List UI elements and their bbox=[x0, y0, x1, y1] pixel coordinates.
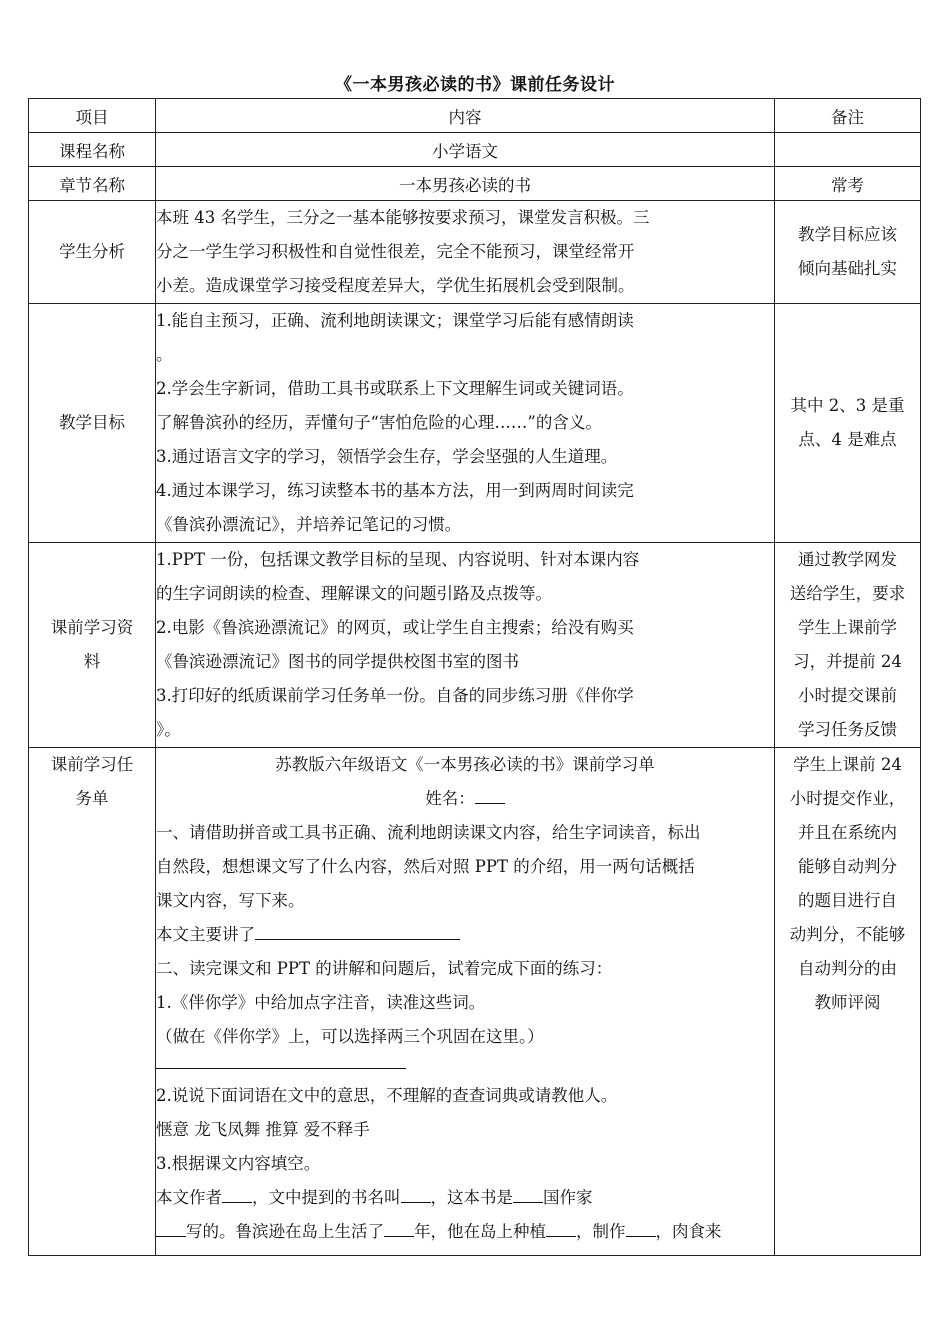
materials-note-line: 小时提交课前 bbox=[798, 686, 897, 705]
tasks-note-line: 动判分，不能够 bbox=[789, 925, 906, 944]
materials-note-line: 通过教学网发 bbox=[798, 550, 897, 569]
task-design-table bbox=[28, 98, 921, 1256]
tasks-note-line: 教师评阅 bbox=[814, 993, 881, 1012]
chapter-label: 章节名称 bbox=[29, 167, 156, 201]
course-row bbox=[29, 133, 921, 167]
header-note: 备注 bbox=[775, 99, 921, 133]
fill-text: ，文中提到的书名叫 bbox=[252, 1188, 401, 1207]
tasks-note-line: 自动判分的由 bbox=[798, 959, 897, 978]
goals-line: 了解鲁滨孙的经历，弄懂句子“害怕危险的心理……”的含义。 bbox=[156, 413, 602, 432]
fill-text: 国作家 bbox=[543, 1188, 593, 1207]
tasks-label-line: 课前学习任 bbox=[50, 755, 134, 774]
header-content: 内容 bbox=[156, 99, 775, 133]
goals-content bbox=[156, 304, 775, 543]
sheet-title: 苏教版六年级语文《一本男孩必读的书》课前学习单 bbox=[275, 755, 655, 774]
q2-2-words: 惬意 龙飞凤舞 推算 爱不释手 bbox=[156, 1120, 370, 1139]
materials-line: 2.电影《鲁滨逊漂流记》的网页，或让学生自主搜索；给没有购买 bbox=[156, 618, 634, 637]
fill-text: ，肉食来 bbox=[655, 1222, 722, 1241]
goals-note-line: 点、4 是难点 bbox=[798, 430, 897, 449]
header-item: 项目 bbox=[29, 99, 156, 133]
materials-note-line: 习，并提前 24 bbox=[793, 652, 902, 671]
fill-text: ，制作 bbox=[576, 1222, 626, 1241]
q1-answer bbox=[156, 918, 774, 952]
students-row bbox=[29, 201, 921, 304]
fill-blank bbox=[513, 1186, 543, 1204]
students-line: 本班 43 名学生，三分之一基本能够按要求预习，课堂发言积极。三 bbox=[156, 208, 650, 227]
materials-label-line: 料 bbox=[83, 652, 101, 671]
materials-line: 1.PPT 一份，包括课文教学目标的呈现、内容说明、针对本课内容 bbox=[156, 550, 640, 569]
q1-line: 一、请借助拼音或工具书正确、流利地朗读课文内容，给生字词读音，标出 bbox=[156, 823, 701, 842]
fill-text: 本文作者 bbox=[156, 1188, 222, 1207]
tasks-note bbox=[775, 748, 921, 1256]
q2-2: 2.说说下面词语在文中的意思，不理解的查查词典或请教他人。 bbox=[156, 1086, 618, 1105]
header-row bbox=[29, 99, 921, 133]
q2-3: 3.根据课文内容填空。 bbox=[156, 1154, 321, 1173]
fill-text: 写的。鲁滨逊在岛上生活了 bbox=[186, 1222, 384, 1241]
goals-line: 2.学会生字新词，借助工具书或联系上下文理解生词或关键词语。 bbox=[156, 379, 634, 398]
tasks-note-line: 的题目进行自 bbox=[798, 891, 897, 910]
tasks-note-line: 并且在系统内 bbox=[798, 823, 897, 842]
page-title: 《一本男孩必读的书》课前任务设计 bbox=[335, 75, 615, 95]
fill-line-1 bbox=[156, 1181, 774, 1215]
goals-line: 3.通过语言文字的学习，领悟学会生存，学会坚强的人生道理。 bbox=[156, 447, 618, 466]
students-note-line: 教学目标应该 bbox=[798, 225, 897, 244]
tasks-row bbox=[29, 748, 921, 1256]
materials-row bbox=[29, 543, 921, 748]
students-line: 小差。造成课堂学习接受程度差异大，学优生拓展机会受到限制。 bbox=[156, 276, 635, 295]
goals-note-line: 其中 2、3 是重 bbox=[790, 396, 905, 415]
fill-blank bbox=[401, 1186, 431, 1204]
name-label: 姓名： bbox=[425, 789, 475, 808]
materials-content bbox=[156, 543, 775, 748]
q1-answer-blank bbox=[255, 923, 460, 941]
tasks-note-line: 能够自动判分 bbox=[798, 857, 897, 876]
goals-line: 4.通过本课学习，练习读整本书的基本方法，用一到两周时间读完 bbox=[156, 481, 634, 500]
materials-note-line: 学生上课前学 bbox=[798, 618, 897, 637]
q2-1: 1.《伴你学》中给加点字注音，读准这些词。 bbox=[156, 993, 486, 1012]
fill-text: 年，他在岛上种植 bbox=[414, 1222, 546, 1241]
goals-label: 教学目标 bbox=[29, 304, 156, 543]
tasks-note-line: 小时提交作业， bbox=[789, 789, 906, 808]
goals-line: 《鲁滨孙漂流记》，并培养记笔记的习惯。 bbox=[156, 515, 462, 534]
course-note bbox=[775, 133, 921, 167]
goals-line: 1.能自主预习，正确、流利地朗读课文；课堂学习后能有感情朗读 bbox=[156, 311, 634, 330]
students-content bbox=[156, 201, 775, 304]
goals-line: 。 bbox=[156, 345, 173, 364]
students-label: 学生分析 bbox=[29, 201, 156, 304]
q1-line: 课文内容，写下来。 bbox=[156, 891, 305, 910]
goals-row bbox=[29, 304, 921, 543]
q2-1-answer-rule bbox=[156, 1068, 406, 1069]
fill-text: ，这本书是 bbox=[430, 1188, 513, 1207]
materials-line: 》。 bbox=[156, 720, 181, 739]
chapter-note: 常考 bbox=[775, 167, 921, 201]
students-note bbox=[775, 201, 921, 304]
course-label: 课程名称 bbox=[29, 133, 156, 167]
fill-line-2 bbox=[156, 1215, 774, 1249]
fill-blank bbox=[546, 1220, 576, 1238]
tasks-label-line: 务单 bbox=[75, 789, 109, 808]
chapter-value: 一本男孩必读的书 bbox=[156, 167, 775, 201]
fill-blank bbox=[384, 1220, 414, 1238]
tasks-note-line: 学生上课前 24 bbox=[793, 755, 902, 774]
tasks-content bbox=[156, 748, 775, 1256]
tasks-label bbox=[29, 748, 156, 1256]
fill-blank bbox=[222, 1186, 252, 1204]
q1-line: 自然段，想想课文写了什么内容，然后对照 PPT 的介绍，用一两句话概括 bbox=[156, 857, 695, 876]
materials-label-line: 课前学习资 bbox=[50, 618, 134, 637]
students-line: 分之一学生学习积极性和自觉性很差，完全不能预习，课堂经常开 bbox=[156, 242, 635, 261]
students-note-line: 倾向基础扎实 bbox=[798, 259, 897, 278]
q1-answer-prefix: 本文主要讲了 bbox=[156, 925, 255, 944]
materials-line: 3.打印好的纸质课前学习任务单一份。自备的同步练习册《伴你学 bbox=[156, 686, 634, 705]
materials-note-line: 学习任务反馈 bbox=[798, 720, 897, 739]
fill-blank bbox=[626, 1220, 656, 1238]
name-field bbox=[156, 782, 774, 816]
materials-note-line: 送给学生，要求 bbox=[789, 584, 906, 603]
q2-intro: 二、读完课文和 PPT 的讲解和问题后，试着完成下面的练习： bbox=[156, 959, 613, 978]
materials-line: 《鲁滨逊漂流记》图书的同学提供校图书室的图书 bbox=[156, 652, 519, 671]
q2-1-note: （做在《伴你学》上，可以选择两三个巩固在这里。） bbox=[156, 1027, 544, 1046]
name-blank bbox=[475, 787, 505, 805]
goals-note bbox=[775, 304, 921, 543]
chapter-row bbox=[29, 167, 921, 201]
materials-note bbox=[775, 543, 921, 748]
course-value: 小学语文 bbox=[156, 133, 775, 167]
materials-line: 的生字词朗读的检查、理解课文的问题引路及点拨等。 bbox=[156, 584, 552, 603]
materials-label bbox=[29, 543, 156, 748]
fill-blank bbox=[156, 1220, 186, 1238]
